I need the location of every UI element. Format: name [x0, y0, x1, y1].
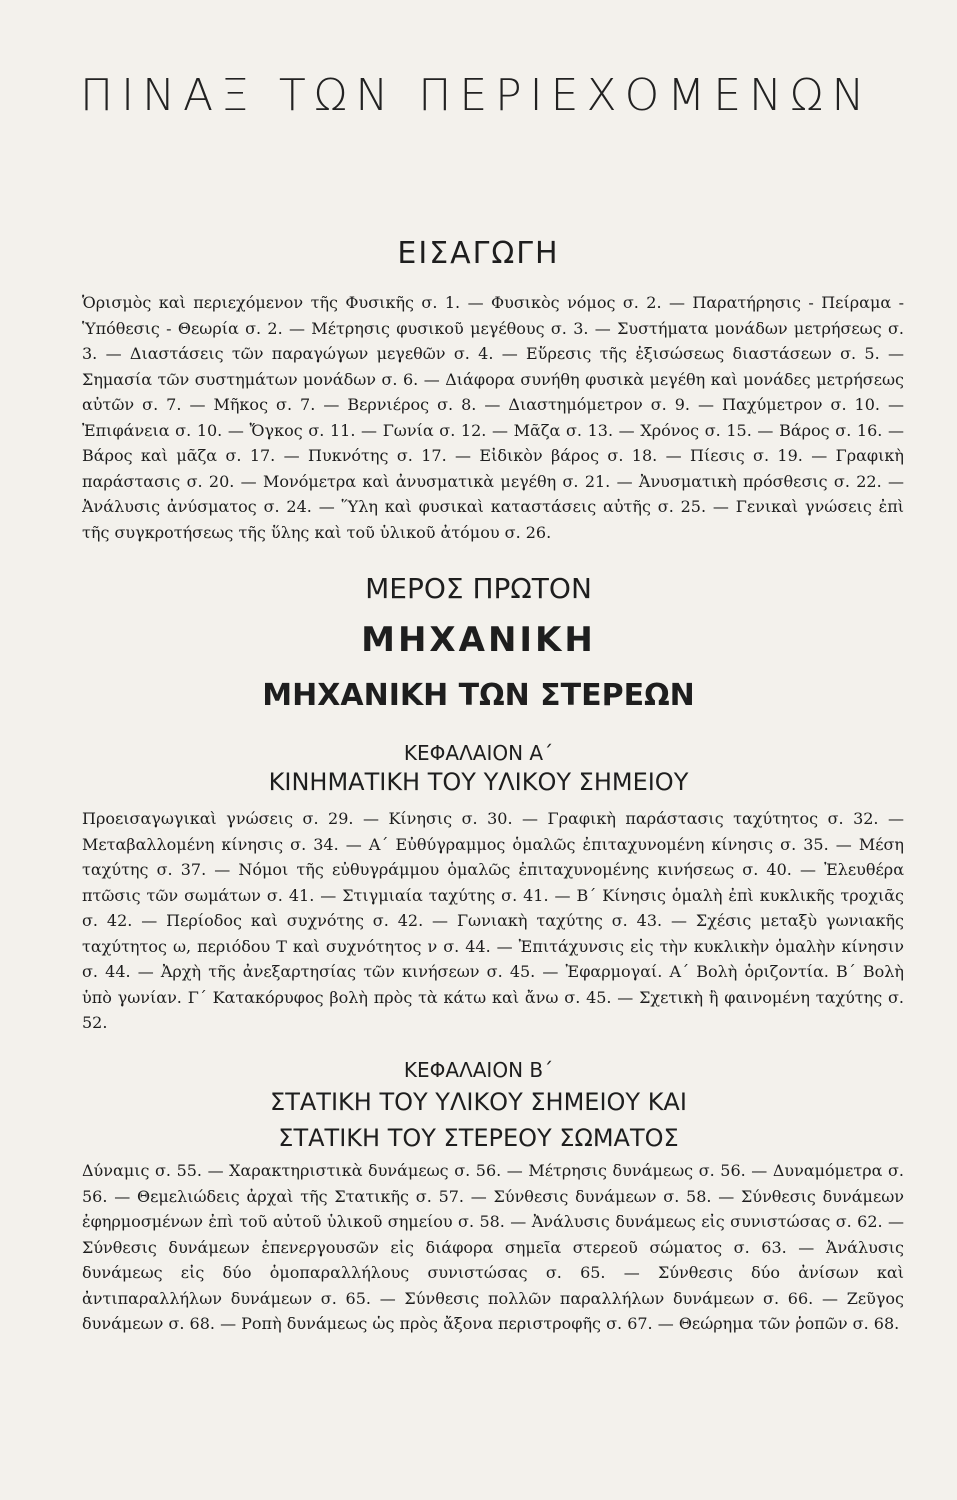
chapter-b-title-line1: ΣΤΑΤΙΚΗ ΤΟΥ ΥΛΙΚΟΥ ΣΗΜΕΙΟΥ ΚΑΙ [270, 1088, 687, 1116]
chapter-a-label: ΚΕΦΑΛΑΙΟΝ Α΄ [403, 741, 554, 765]
chapter-a-title: ΚΙΝΗΜΑΤΙΚΗ ΤΟΥ ΥΛΙΚΟΥ ΣΗΜΕΙΟΥ [268, 768, 689, 796]
section-heading: ΜΗΧΑΝΙΚΗ ΤΩΝ ΣΤΕΡΕΩΝ [262, 678, 695, 713]
chapter-a-text: Προεισαγωγικαὶ γνώσεις σ. 29. — Κίνησις σ. 30. — Γραφικὴ παράστασις ταχύτητος σ. 32. — Μεταβαλλομένη κίνησις σ. 34. — Α΄ Εὐθύγραμμος ὁμαλῶς ἐπιταχυνομένη κίνησις σ. 35. — Μέση ταχύτης σ. 37. — Νόμοι τῆς εὐθυγράμμου ὁμαλῶς ἐπιταχυνομένης κινήσεως σ. 40. — Ἐλευθέρα πτῶσις τῶν σωμάτων σ. 41. — Στιγμιαία ταχύτης σ. 41. — Β΄ Κίνησις ὁμαλὴ ἐπὶ κυκλικῆς τροχιᾶς σ. 42. — Περίοδος καὶ συχνότης σ. 42. — Γωνιακὴ ταχύτης σ. 43. — Σχέσις μεταξὺ γωνιακῆς ταχύτητος ω, περιόδου Τ καὶ συχνότητος ν σ. 44. — Ἐπιτάχυνσις εἰς τὴν κυκλικὴν ὁμαλὴν κίνησιν σ. 44. — Ἀρχὴ τῆς ἀνεξαρτησίας τῶν κινήσεων σ. 45. — Ἐφαρμογαί. Α΄ Βολὴ ὁριζοντία. Β΄ Βολὴ ὑπὸ γωνίαν. Γ΄ Κατακόρυφος βολὴ πρὸς τὰ κάτω καὶ ἄνω σ. 45. — Σχετικὴ ἢ φαινομένη ταχύτης σ. 52. [82, 809, 904, 1032]
chapter-b-label: ΚΕΦΑΛΑΙΟΝ Β΄ [403, 1058, 554, 1082]
chapter-b-title-line2: ΣΤΑΤΙΚΗ ΤΟΥ ΣΤΕΡΕΟΥ ΣΩΜΑΤΟΣ [278, 1124, 679, 1152]
introduction-heading: ΕΙΣΑΓΩΓΗ [397, 236, 560, 271]
page-title: ΠΙΝΑΞ ΤΩΝ ΠΕΡΙΕΧΟΜΕΝΩΝ [80, 70, 873, 121]
chapter-a-contents [82, 806, 904, 1036]
chapter-b-contents [82, 1158, 904, 1337]
part-label: ΜΕΡΟΣ ΠΡΩΤΟΝ [365, 572, 592, 605]
introduction-text: Ὁρισμὸς καὶ περιεχόμενον τῆς Φυσικῆς σ. 1. — Φυσικὸς νόμος σ. 2. — Παρατήρησις - Πείραμα - Ὑπόθεσις - Θεωρία σ. 2. — Μέτρησις φυσικοῦ μεγέθους σ. 3. — Συστήματα μονάδων μετρήσεως σ. 3. — Διαστάσεις τῶν παραγώγων μεγεθῶν σ. 4. — Εὕρεσις τῆς ἐξισώσεως διαστάσεων σ. 5. — Σημασία τῶν συστημάτων μονάδων σ. 6. — Διάφορα συνήθη φυσικὰ μεγέθη καὶ μονάδες μετρήσεως αὐτῶν σ. 7. — Μῆκος σ. 7. — Βερνιέρος σ. 8. — Διαστημόμετρον σ. 9. — Παχύμετρον σ. 10. — Ἐπιφάνεια σ. 10. — Ὄγκος σ. 11. — Γωνία σ. 12. — Μᾶζα σ. 13. — Χρόνος σ. 15. — Βάρος σ. 16. — Βάρος καὶ μᾶζα σ. 17. — Πυκνότης σ. 17. — Εἰδικὸν βάρος σ. 18. — Πίεσις σ. 19. — Γραφικὴ παράστασις σ. 20. — Μονόμετρα καὶ ἀνυσματικὰ μεγέθη σ. 21. — Ἀνυσματικὴ πρόσθεσις σ. 22. — Ἀνάλυσις ἀνύσματος σ. 24. — Ὕλη καὶ φυσικαὶ καταστάσεις αὐτῆς σ. 25. — Γενικαὶ γνώσεις ἐπὶ τῆς συγκροτήσεως τῆς ὕλης καὶ τοῦ ὑλικοῦ ἀτόμου σ. 26. [82, 293, 904, 542]
introduction-contents [82, 290, 904, 545]
chapter-b-text: Δύναμις σ. 55. — Χαρακτηριστικὰ δυνάμεως σ. 56. — Μέτρησις δυνάμεως σ. 56. — Δυναμόμετρα σ. 56. — Θεμελιώδεις ἀρχαὶ τῆς Στατικῆς σ. 57. — Σύνθεσις δυνάμεων σ. 58. — Σύνθεσις δυνάμεων ἐφηρμοσμένων ἐπὶ τοῦ αὐτοῦ ὑλικοῦ σημείου σ. 58. — Ἀνάλυσις δυνάμεως εἰς συνιστώσας σ. 62. — Σύνθεσις δυνάμεων ἐπενεργουσῶν εἰς διάφορα σημεῖα στερεοῦ σώματος σ. 63. — Ἀνάλυσις δυνάμεως εἰς δύο ὁμοπαραλλήλους συνιστώσας σ. 65. — Σύνθεσις δύο ἀνίσων καὶ ἀντιπαραλλήλων δυνάμεων σ. 65. — Σύνθεσις πολλῶν παραλλήλων δυνάμεων σ. 66. — Ζεῦγος δυνάμεων σ. 68. — Ροπὴ δυνάμεως ὡς πρὸς ἄξονα περιστροφῆς σ. 67. — Θεώρημα τῶν ῥοπῶν σ. 68. [82, 1161, 904, 1333]
subject-heading: ΜΗΧΑΝΙΚΗ [361, 620, 596, 660]
